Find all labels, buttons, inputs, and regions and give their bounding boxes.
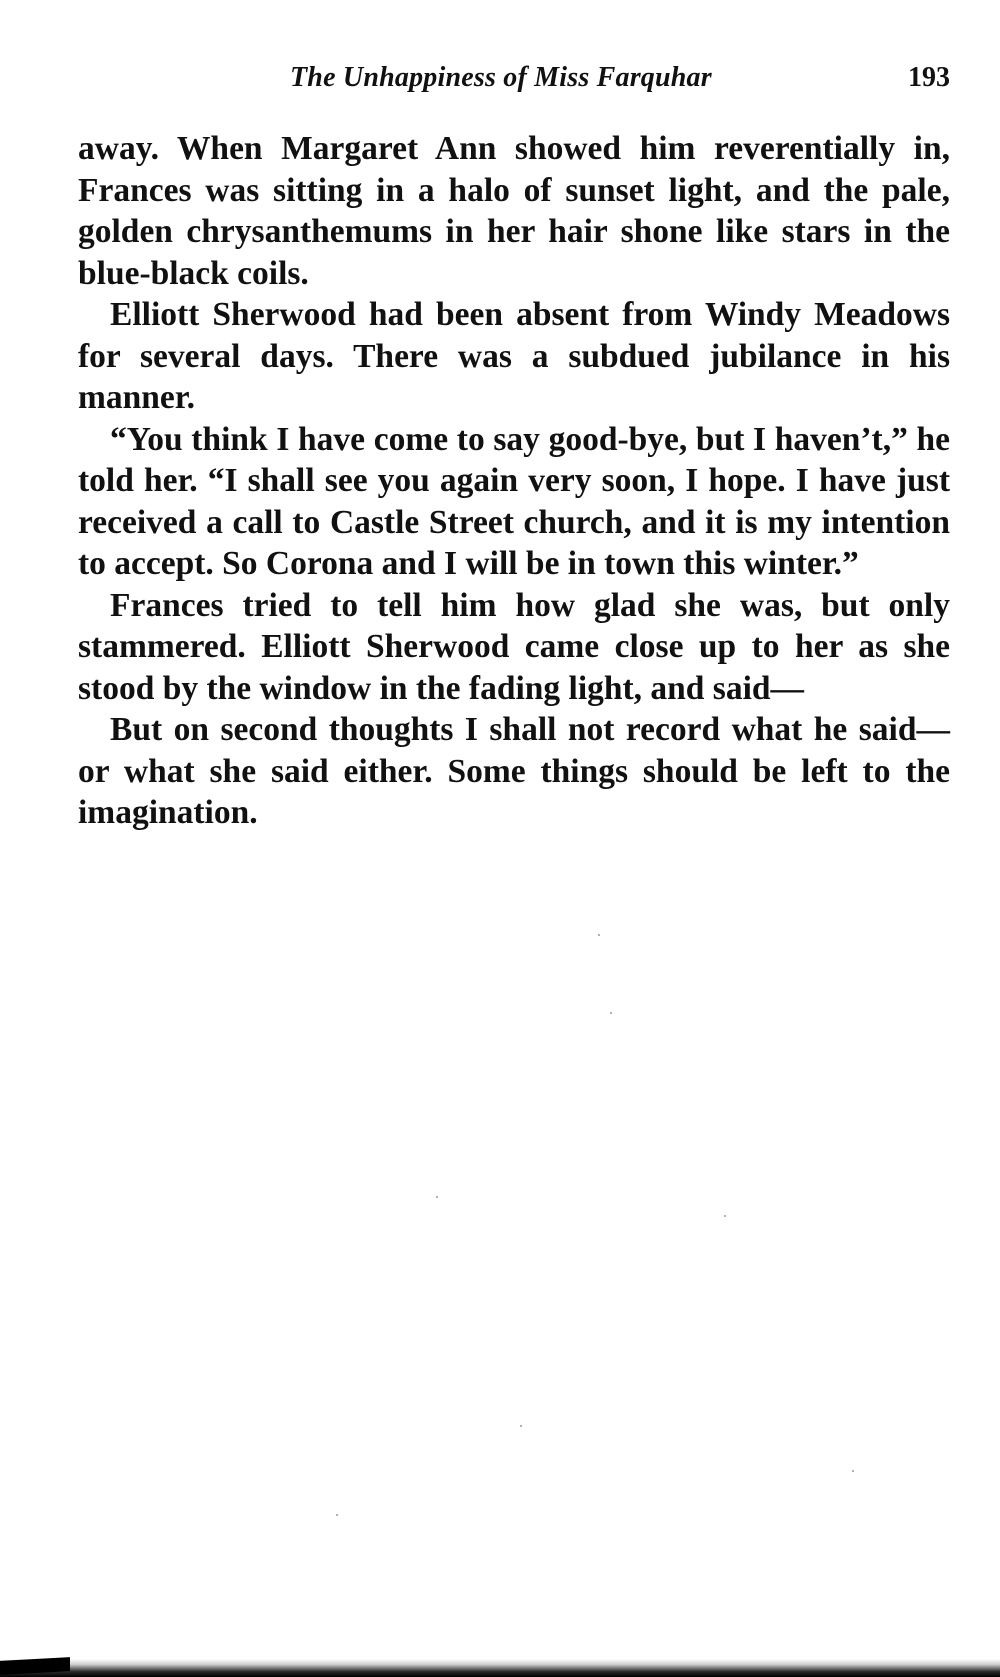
page-number: 193 bbox=[908, 62, 950, 93]
paragraph: “You think I have come to say good-bye, but I haven’t,” he told her. “I shall see you again very soon, I hope. I have just received a call to Castle Street church, and it is my intention to accept. So Corona and I will be in town this winter.” bbox=[78, 420, 950, 582]
scan-speck bbox=[336, 1514, 338, 1516]
body-text bbox=[78, 128, 950, 834]
paragraph-continued: away. When Margaret Ann showed him reverentially in, Frances was sitting in a halo of sunset light, and the pale, golden chrysanthemums in her hair shone like stars in the blue-black coils. bbox=[78, 130, 950, 292]
scan-speck bbox=[724, 1215, 726, 1217]
running-title: The Unhappiness of Miss Farquhar bbox=[290, 62, 712, 93]
paragraph: But on second thoughts I shall not record what he said—or what she said either. Some things should be left to the imagination. bbox=[78, 711, 950, 831]
scan-speck bbox=[610, 1012, 612, 1014]
scan-edge-shadow bbox=[0, 1659, 1000, 1677]
running-head bbox=[78, 62, 950, 106]
scan-speck bbox=[598, 934, 600, 936]
scan-speck bbox=[436, 1196, 438, 1198]
scan-speck bbox=[852, 1470, 854, 1472]
paragraph: Frances tried to tell him how glad she was, but only stammered. Elliott Sherwood came close up to her as she stood by the window in the fading light, and said— bbox=[78, 586, 950, 707]
scan-speck bbox=[520, 1425, 522, 1427]
paragraph: Elliott Sherwood had been absent from Windy Meadows for several days. There was a subdued jubilance in his manner. bbox=[78, 296, 950, 416]
